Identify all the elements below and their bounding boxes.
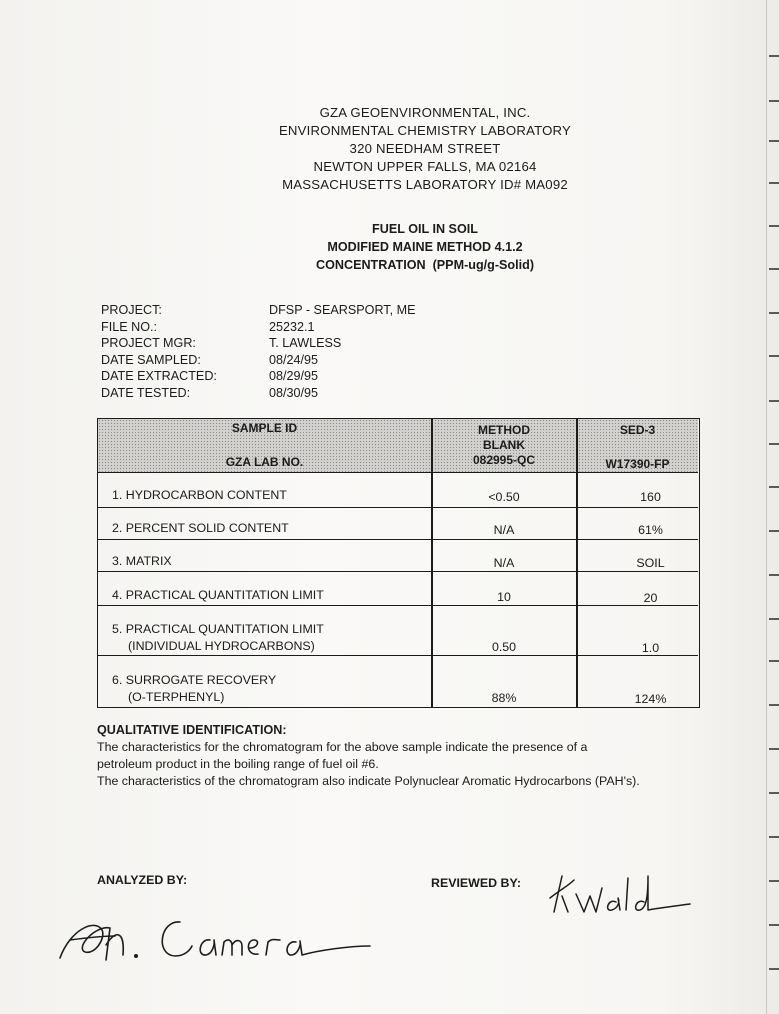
binder-tick <box>769 748 779 750</box>
report-units-line: CONCENTRATION (PPM-ug/g-Solid) <box>315 258 535 272</box>
reviewed-signature <box>540 868 710 928</box>
method-blank-value: 0.50 <box>491 640 517 654</box>
row-label <box>112 672 276 706</box>
binder-tick <box>769 486 779 488</box>
file-no-row <box>101 319 416 336</box>
binder-edge-line <box>766 0 767 1014</box>
lab-city: NEWTON UPPER FALLS, MA 02164 <box>313 159 537 174</box>
project-mgr-row <box>101 335 416 352</box>
binder-tick <box>769 443 779 445</box>
method-blank-header-line: BLANK <box>483 438 525 452</box>
lab-id: MASSACHUSETTS LABORATORY ID# MA092 <box>282 177 568 192</box>
method-blank-value: <0.50 <box>488 490 520 504</box>
date-tested-row <box>101 385 416 402</box>
sample-id-header: SAMPLE ID <box>231 421 298 435</box>
analyzed-by-label: ANALYZED BY: <box>97 873 188 887</box>
method-blank-header-line: METHOD <box>478 423 530 437</box>
qualitative-identification <box>97 722 707 790</box>
lab-department: ENVIRONMENTAL CHEMISTRY LABORATORY <box>278 123 572 138</box>
row-label: 2. PERCENT SOLID CONTENT <box>112 521 289 535</box>
lab-street: 320 NEEDHAM STREET <box>349 141 501 156</box>
method-blank-header <box>432 423 576 468</box>
date-tested-label: DATE TESTED: <box>101 385 191 400</box>
project-mgr-label: PROJECT MGR: <box>101 336 196 350</box>
report-title-line: FUEL OIL IN SOIL <box>372 222 478 236</box>
project-mgr-value: T. LAWLESS <box>269 336 342 350</box>
report-title <box>250 220 600 274</box>
binder-tick <box>769 704 779 706</box>
row-label: 1. HYDROCARBON CONTENT <box>112 488 287 502</box>
file-no-value: 25232.1 <box>269 319 315 334</box>
sed3-value: 1.0 <box>641 641 660 655</box>
qualitative-line: The characteristics of the chromatogram also indicate Polynuclear Aromatic Hydrocarbons (PAH's). <box>97 774 640 788</box>
date-sampled-row <box>101 352 416 369</box>
sed3-lab-no: W17390-FP <box>605 457 670 471</box>
report-method-line: MODIFIED MAINE METHOD 4.1.2 <box>327 240 523 254</box>
binder-tick <box>769 574 779 576</box>
row-divider <box>98 605 698 606</box>
date-tested-value: 08/30/95 <box>269 385 319 400</box>
binder-tick <box>769 55 779 57</box>
reviewed-by-label: REVIEWED BY: <box>431 876 521 890</box>
method-blank-value: 88% <box>491 691 517 705</box>
date-sampled-label: DATE SAMPLED: <box>101 352 201 367</box>
row-label <box>112 621 324 655</box>
binder-tick <box>769 312 779 314</box>
sed3-value: 160 <box>640 490 661 504</box>
results-table <box>97 418 700 708</box>
file-no-label: FILE NO.: <box>101 319 157 334</box>
row-label-line: (O-TERPHENYL) <box>128 690 225 704</box>
method-blank-value: 10 <box>497 590 511 604</box>
row-label-line: (INDIVIDUAL HYDROCARBONS) <box>128 639 315 653</box>
binder-edge <box>757 0 779 1014</box>
method-blank-lab-no: 082995-QC <box>472 453 536 467</box>
sed3-header: SED-3 <box>619 423 656 437</box>
method-blank-value: N/A <box>493 556 515 570</box>
binder-tick <box>769 182 779 184</box>
lab-no-header: GZA LAB NO. <box>225 455 304 469</box>
sed3-value: 124% <box>634 692 667 706</box>
qualitative-line: petroleum product in the boiling range of fuel oil #6. <box>97 757 379 771</box>
project-label: PROJECT: <box>101 303 162 317</box>
binder-tick <box>769 968 779 970</box>
binder-tick <box>769 530 779 532</box>
lab-letterhead <box>255 104 595 194</box>
binder-tick <box>769 355 779 357</box>
row-label: 4. PRACTICAL QUANTITATION LIMIT <box>112 588 324 602</box>
project-row <box>101 302 416 319</box>
row-label: 3. MATRIX <box>112 554 172 568</box>
project-value: DFSP - SEARSPORT, ME <box>269 303 416 317</box>
date-extracted-label: DATE EXTRACTED: <box>101 369 217 383</box>
lab-name: GZA GEOENVIRONMENTAL, INC. <box>319 105 531 120</box>
row-divider <box>98 539 698 540</box>
qualitative-title: QUALITATIVE IDENTIFICATION: <box>97 723 287 737</box>
binder-tick <box>769 140 779 142</box>
sed3-value: SOIL <box>636 556 665 570</box>
sed3-value: 20 <box>643 591 658 605</box>
date-sampled-value: 08/24/95 <box>269 352 319 367</box>
binder-tick <box>769 924 779 926</box>
binder-tick <box>769 225 779 227</box>
binder-tick <box>769 660 779 662</box>
binder-tick <box>769 792 779 794</box>
row-label-line: 6. SURROGATE RECOVERY <box>112 673 277 687</box>
binder-tick <box>769 880 779 882</box>
row-label-line: 5. PRACTICAL QUANTITATION LIMIT <box>112 622 324 636</box>
binder-tick <box>769 100 779 102</box>
analyzed-signature <box>40 900 390 980</box>
binder-tick <box>769 618 779 620</box>
binder-tick <box>769 268 779 270</box>
sed3-value: 61% <box>638 523 663 537</box>
method-blank-value: N/A <box>493 523 515 537</box>
row-divider <box>98 571 698 572</box>
row-divider <box>98 507 698 508</box>
qualitative-line: The characteristics for the chromatogram for the above sample indicate the presence of a <box>97 740 588 754</box>
binder-tick <box>769 400 779 402</box>
row-divider <box>98 655 698 656</box>
date-extracted-row <box>101 368 416 385</box>
project-info <box>101 302 416 401</box>
date-extracted-value: 08/29/95 <box>269 369 319 383</box>
binder-tick <box>769 836 779 838</box>
